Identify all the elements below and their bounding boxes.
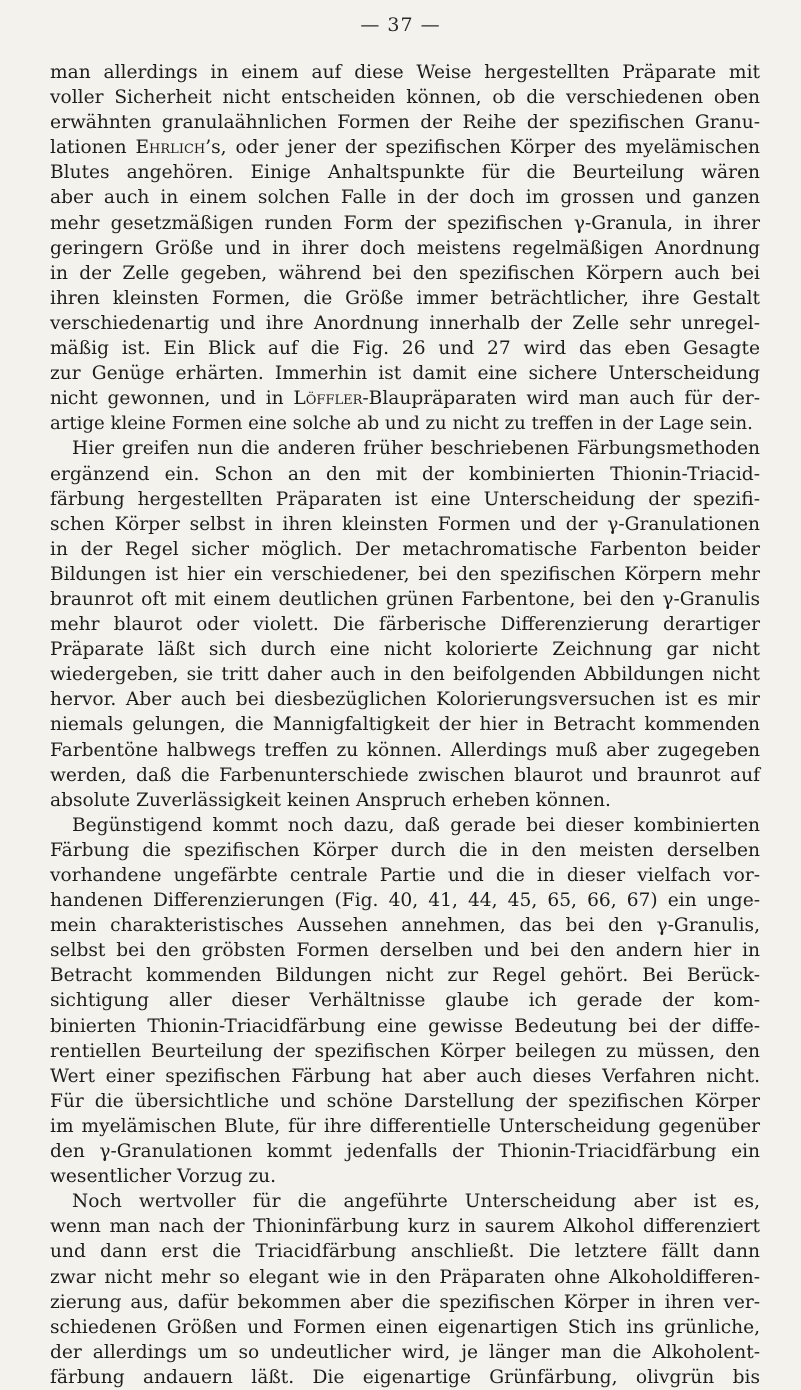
text-line: verschiedenartig und ihre Anordnung innerhalb der Zelle sehr unregel- bbox=[50, 312, 760, 334]
text-line: Färbung die spezifischen Körper durch die in den meisten derselben bbox=[50, 839, 760, 861]
text-line: erwähnten granulaähnlichen Formen der Reihe der spezifischen Granu- bbox=[50, 112, 760, 134]
author-name-loeffler: Löffler bbox=[293, 388, 363, 410]
text-line: ihren kleinsten Formen, die Größe immer beträchtlicher, ihre Gestalt bbox=[50, 287, 760, 309]
author-name-ehrlich: Ehrlich bbox=[135, 137, 206, 159]
text-line: binierten Thionin-Triacidfärbung eine gewisse Bedeutung bei der diffe- bbox=[50, 1015, 760, 1037]
text-line: mehr gesetzmäßigen runden Form der spezifischen γ-Granula, in ihrer bbox=[50, 212, 760, 234]
text-line: in der Regel sicher möglich. Der metachromatische Farbenton beider bbox=[50, 538, 760, 560]
text-line: Bildungen ist hier ein verschiedener, bei den spezifischen Körpern mehr bbox=[50, 563, 760, 585]
text-line: aber auch in einem solchen Falle in der doch im grossen und ganzen bbox=[50, 187, 760, 209]
text-line: zwar nicht mehr so elegant wie in den Präparaten ohne Alkoholdifferen- bbox=[50, 1266, 760, 1288]
text-line: mein charakteristisches Aussehen annehmen, das bei den γ-Granulis, bbox=[50, 915, 760, 937]
text-line: und dann erst die Triacidfärbung anschließt. Die letztere fällt dann bbox=[50, 1241, 760, 1263]
text-line: ergänzend ein. Schon an den mit der kombinierten Thionin-Triacid- bbox=[50, 463, 760, 485]
paragraph-start: Begünstigend kommt noch dazu, daß gerade bei dieser kombinierten bbox=[72, 814, 760, 836]
paragraph-start: Hier greifen nun die anderen früher beschriebenen Färbungsmethoden bbox=[72, 438, 760, 460]
text-line: niemals gelungen, die Mannigfaltigkeit der hier in Betracht kommenden bbox=[50, 714, 760, 736]
text-line: voller Sicherheit nicht entscheiden können, ob die verschiedenen oben bbox=[50, 87, 760, 109]
text-line: Präparate läßt sich durch eine nicht kolorierte Zeichnung gar nicht bbox=[50, 639, 760, 661]
text-line: mäßig ist. Ein Blick auf die Fig. 26 und 27 wird das eben Gesagte bbox=[50, 338, 760, 360]
text-line: braunrot oft mit einem deutlichen grünen Farbentone, bei den γ-Granulis bbox=[50, 588, 760, 610]
text-line: absolute Zuverlässigkeit keinen Anspruch erheben können. bbox=[50, 789, 611, 811]
text-line: artige kleine Formen eine solche ab und zu nicht zu treffen in der Lage sein. bbox=[50, 413, 753, 435]
text-line: in der Zelle gegeben, während bei den spezifischen Körpern auch bei bbox=[50, 262, 760, 284]
text-line: schiedenen Größen und Formen einen eigenartigen Stich ins grünliche, bbox=[50, 1316, 760, 1338]
text-line: man allerdings in einem auf diese Weise hergestellten Präparate mit bbox=[50, 62, 760, 83]
text-line: handenen Differenzierungen (Fig. 40, 41, 44, 45, 65, 66, 67) ein unge- bbox=[50, 890, 760, 912]
text-line: Betracht kommenden Bildungen nicht zur Regel gehört. Bei Berück- bbox=[50, 965, 760, 987]
paragraph-start: Noch wertvoller für die angeführte Unterscheidung aber ist es, bbox=[72, 1191, 760, 1213]
text-line: selbst bei den gröbsten Formen derselben und bei den andern hier in bbox=[50, 940, 760, 962]
text-line: den γ-Granulationen kommt jedenfalls der Thionin-Triacidfärbung ein bbox=[50, 1141, 760, 1163]
text-line: Blutes angehören. Einige Anhaltspunkte für die Beurteilung wären bbox=[50, 162, 760, 184]
text-line: wenn man nach der Thioninfärbung kurz in saurem Alkohol differenziert bbox=[50, 1216, 760, 1238]
text-line: nicht gewonnen, und in Löffler-Blaupräparaten wird man auch für der- bbox=[50, 388, 760, 410]
text-line: färbung hergestellten Präparaten ist eine Unterscheidung der spezifi- bbox=[50, 488, 760, 510]
text-line: wesentlicher Vorzug zu. bbox=[50, 1166, 277, 1188]
text-line: werden, daß die Farbenunterschiede zwischen blaurot und braunrot auf bbox=[50, 764, 760, 786]
text-line: schen Körper selbst in ihren kleinsten Formen und der γ-Granulationen bbox=[50, 513, 760, 535]
text-line: färbung andauern läßt. Die eigenartige Grünfärbung, olivgrün bis bbox=[50, 1366, 760, 1388]
text-line: der allerdings um so undeutlicher wird, je länger man die Alkoholent- bbox=[50, 1341, 760, 1363]
text-line: wiedergeben, sie tritt daher auch in den beifolgenden Abbildungen nicht bbox=[50, 664, 760, 686]
text-line: vorhandene ungefärbte centrale Partie und die in dieser vielfach vor- bbox=[50, 865, 760, 886]
text-line: sichtigung aller dieser Verhältnisse glaube ich gerade der kom- bbox=[50, 990, 760, 1012]
text-line: zur Genüge erhärten. Immerhin ist damit eine sichere Unterscheidung bbox=[50, 363, 760, 385]
text-line: hervor. Aber auch bei diesbezüglichen Kolorierungsversuchen ist es mir bbox=[50, 689, 760, 711]
text-line: Farbentöne halbwegs treffen zu können. Allerdings muß aber zugegeben bbox=[50, 739, 760, 761]
text-line: im myelämischen Blute, für ihre differentielle Unterscheidung gegenüber bbox=[50, 1115, 760, 1137]
text-line: Für die übersichtliche und schöne Darstellung der spezifischen Körper bbox=[50, 1090, 760, 1112]
text-line: lationen Ehrlich’s, oder jener der spezifischen Körper des myelämischen bbox=[50, 137, 760, 159]
text-line: mehr blaurot oder violett. Die färberische Differenzierung derartiger bbox=[50, 614, 760, 636]
text-line: geringern Größe und in ihrer doch meistens regelmäßigen Anordnung bbox=[50, 237, 760, 259]
text-line: zierung aus, dafür bekommen aber die spezifischen Körper in ihren ver- bbox=[50, 1291, 760, 1313]
body-text bbox=[50, 60, 760, 1390]
text-line: rentiellen Beurteilung der spezifischen Körper beilegen zu müssen, den bbox=[50, 1040, 760, 1062]
page-number-header: — 37 — bbox=[360, 14, 441, 36]
text-line: Wert einer spezifischen Färbung hat aber auch dieses Verfahren nicht. bbox=[50, 1065, 760, 1087]
